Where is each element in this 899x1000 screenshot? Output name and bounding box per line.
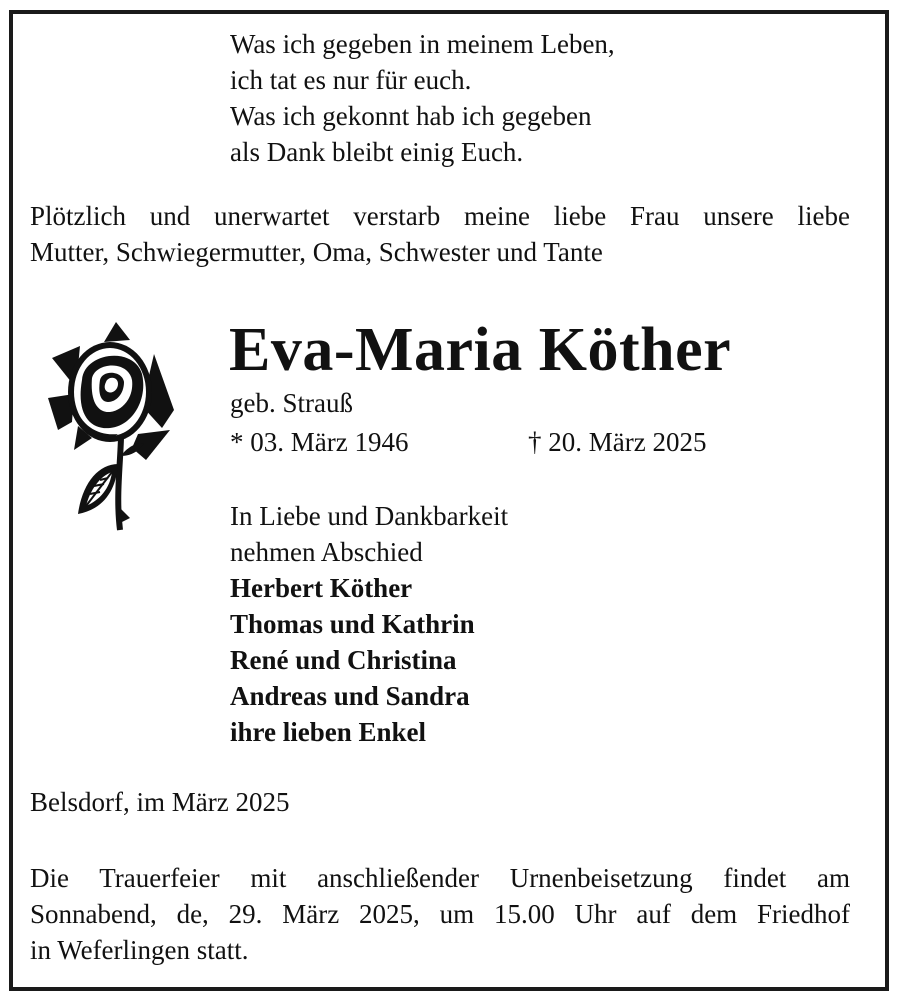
poem-line: Was ich gegeben in meinem Leben, bbox=[230, 29, 615, 59]
deceased-name: Eva-Maria Köther bbox=[229, 316, 732, 384]
rose-icon bbox=[38, 318, 178, 536]
intro-text bbox=[30, 198, 850, 270]
birth-name: geb. Strauß bbox=[230, 388, 353, 418]
mourner-name: Herbert Köther bbox=[230, 573, 413, 603]
funeral-line: Sonnabend, de, 29. März 2025, um 15.00 Uhr auf dem Friedhof bbox=[30, 899, 850, 929]
death-date: † 20. März 2025 bbox=[528, 427, 707, 457]
poem-line: als Dank bleibt einig Euch. bbox=[230, 137, 524, 167]
mourners bbox=[230, 498, 508, 750]
place-date: Belsdorf, im März 2025 bbox=[30, 787, 290, 817]
mourner-name: ihre lieben Enkel bbox=[230, 717, 427, 747]
poem-line: ich tat es nur für euch. bbox=[230, 65, 472, 95]
mourner-name: Andreas und Sandra bbox=[230, 681, 470, 711]
poem bbox=[230, 26, 615, 170]
intro-line: Plötzlich und unerwartet verstarb meine liebe Frau unsere liebe bbox=[30, 201, 850, 231]
mourners-intro-line: In Liebe und Dankbarkeit bbox=[230, 501, 509, 531]
intro-line: Mutter, Schwiegermutter, Oma, Schwester und Tante bbox=[30, 237, 603, 267]
funeral-line: Die Trauerfeier mit anschließender Urnenbeisetzung findet am bbox=[30, 863, 850, 893]
mourner-name: René und Christina bbox=[230, 645, 457, 675]
birth-date: * 03. März 1946 bbox=[230, 427, 409, 457]
mourner-name: Thomas und Kathrin bbox=[230, 609, 475, 639]
mourners-intro-line: nehmen Abschied bbox=[230, 537, 423, 567]
funeral-line: in Weferlingen statt. bbox=[30, 935, 249, 965]
poem-line: Was ich gekonnt hab ich gegeben bbox=[230, 101, 592, 131]
funeral-info bbox=[30, 860, 850, 968]
